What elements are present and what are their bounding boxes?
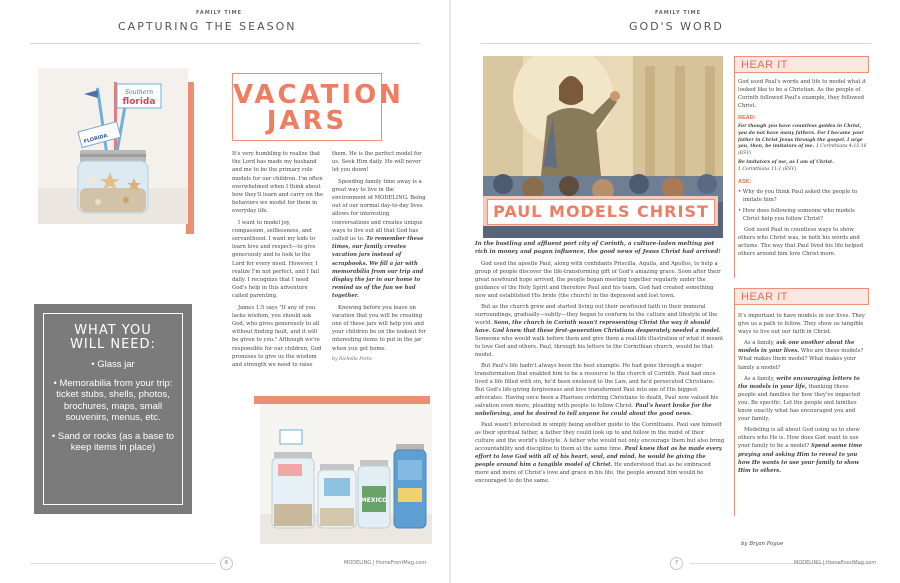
right-byline: by Bryan Pogue	[741, 541, 784, 547]
left-paragraph: I want to model joy, compassion, selflessness, and servanthood. I want my kids to learn love and respect—to give generously and to look to the Lord for every need. However, I realize I'm not perfect, and I fail daily. I recognize that I need God's help in this adventure called parenting.	[232, 219, 320, 300]
hear-it-title-2: HEAR IT	[741, 291, 788, 303]
needs-inner-frame	[43, 313, 183, 505]
paul-article	[475, 240, 725, 488]
hear-it-paragraph: thanking these people and families for how they've impacted you. Be specific. Let the people and families know exactly what has encouraged you and your family.	[738, 383, 861, 423]
needs-title-line2: WILL NEED:	[70, 337, 156, 352]
flag-text-florida: florida	[122, 97, 156, 107]
jar-illustration	[38, 68, 188, 224]
left-folio-text: MODELING | HomeFrontMag.com	[344, 560, 427, 566]
left-paragraph: James 1:5 says "If any of you lacks wisdom, you should ask God, who gives generously to all without finding fault, and it will be given to you." Although we're responsible for our children, God promises to give us the wisdom and strength we need to raise	[232, 304, 322, 369]
ask-item: • Why do you think Paul asked the people to imitate him?	[738, 188, 858, 203]
left-emphasis: To remember these times, our family creates vacation jars instead of scrapbooks. We fill a jar with memorabilia from our trip and display the jar in our home to remind us of the fun we had together.	[332, 236, 424, 300]
jar-label-mexico: MEXICO	[360, 497, 388, 504]
ticket-text: FLORIDA	[83, 132, 109, 146]
paul-lead: In the bustling and affluent port city of Corinth, a culture-laden melting pot rich in money and pagan influence, the good news of Jesus Christ had arrived!	[475, 241, 721, 256]
hear-it-emphasis: write encouraging letters to the models in your life,	[738, 375, 860, 390]
needs-item: • Glass jar	[91, 359, 135, 370]
hear-it-title-1: HEAR IT	[741, 59, 788, 71]
scripture-quote: For though you have countless guides in Christ, you do not have many fathers. For I became your father in Christ Jesus through the gospel. I urge you, then, be imitators of me.	[738, 124, 864, 150]
scripture-ref: 1 Corinthians 11:1 (ESV)	[738, 167, 797, 173]
hear-it-paragraph: God used Paul's words and life to model what it looked like to be a Christian. As the people of Corinth followed Paul's example, they followed Christ.	[738, 79, 866, 110]
left-section-title: CAPTURING THE SEASON	[118, 20, 297, 33]
hear-it-emphasis: Spend some time praying and asking Him to reveal to you how He wants to use your family to show Him to others.	[738, 443, 863, 474]
left-paragraph: them. He is the perfect model for us. Seek Him daily. He will never let you down!	[332, 151, 422, 174]
left-page	[0, 0, 449, 583]
paul-paragraph: He understood that as he embraced more and more of Christ's love and grace in his life, the people around him would be encouraged to do the same.	[475, 461, 711, 484]
left-paragraph: Knowing before you leave on vacation that you will be creating one of these jars will help you and your children be on the lookout for interesting items to put in the jar when you get home.	[332, 304, 426, 352]
left-paragraph: Spending family time away is a great way to live in the environment of MODELING. Being out of our normal day-to-day lives allows for interesting conversations and creates unique ways to live out all that God has called us to.	[332, 178, 426, 243]
needs-item: • Memorabilia from your trip: ticket stubs, shells, photos, brochures, maps, small souvenirs, menus, etc.	[53, 377, 173, 423]
right-section-title: GOD'S WORD	[629, 20, 724, 33]
left-page-number: 6	[220, 557, 233, 570]
right-page-number: 7	[670, 557, 683, 570]
right-folio-text: MODELING | HomeFrontMag.com	[794, 560, 877, 566]
paul-paragraph: Paul wasn't interested in simply being another guide to the Corinthians. Paul saw himself as their spiritual father, a father they could look up to and follow in the midst of their culture and the world's lifestyle. A father who would not only encourage them but also bring accountability and discipline to them at the same time.	[475, 421, 725, 452]
hear-it-paragraph: It's important to have models in our lives. They give us a path to follow. They show us tangible ways to live out our faith in Christ.	[738, 313, 865, 336]
left-kicker: FAMILY TIME	[196, 10, 242, 16]
hear-it-paragraph: Modeling is all about God using us to show others who He is. How does God want to use your family to be a model?	[738, 427, 860, 450]
paul-emphasis: Paul knew that as he made every effort to love God with all of his heart, soul, and mind, he would be giving the people around him a tangible model of Christ.	[475, 445, 722, 468]
scripture-ref: 1 Corinthians 4:15-16 (ESV)	[738, 144, 867, 156]
right-kicker: FAMILY TIME	[655, 10, 701, 16]
right-header-rule	[481, 43, 871, 44]
hear-it-paragraph: God used Paul in countless ways to show others who Christ was, in both his words and actions. The way that Paul lived his life helped others around him love Christ more.	[738, 227, 863, 258]
paul-emphasis: Paul's heart broke for the unbelieving, and he desired to tell anyone he could about the good news.	[475, 402, 712, 417]
left-folio-rule	[30, 563, 216, 564]
hear-it-body-1	[738, 78, 868, 261]
hear-it-paragraph: As a family,	[744, 375, 775, 382]
needs-title-line1: WHAT YOU	[74, 323, 152, 338]
flag-text-southern: Southern	[124, 89, 154, 96]
vacation-jars-title-box	[232, 73, 404, 141]
left-body-col-1	[232, 150, 324, 372]
paul-paragraph: God used the apostle Paul, along with confidants Priscilla, Aquila, and Apollos, to help a group of people discover the life-transforming gift of God's amazing grace. Soon after their great newfound hope arrived, the people began meeting together regularly under the guidance of the Holy Spirit and therefore Paul and his team. God had created something new and established His bride (the church) in the depraved and lost town.	[475, 260, 721, 299]
vacation-jar-photo	[38, 68, 188, 224]
paul-title: PAUL MODELS CHRIST	[493, 202, 709, 221]
scripture-quote: Be imitators of me, as I am of Christ.	[738, 160, 834, 166]
title-jars: JARS	[266, 106, 348, 136]
hear-it-paragraph: As a family,	[744, 340, 775, 347]
hear-it-header-1	[734, 56, 869, 73]
ask-label: ASK:	[738, 178, 752, 185]
left-body-col-2	[332, 150, 426, 367]
paul-paragraph: But as the church grew and started living out their newfound faith in their immoral surroundings, gradually—subtly—they began to conform to the culture and lifestyle of the world.	[475, 303, 718, 326]
ask-item: • How does following someone who models Christ help you follow Christ?	[738, 207, 855, 222]
left-header-rule	[30, 43, 420, 44]
hear-it-paragraph: Who are these models? What makes them model? What makes your family a model?	[738, 348, 864, 371]
paul-title-box	[487, 199, 715, 225]
left-byline: by Richelle Porto	[332, 356, 372, 362]
jars-illustration	[260, 404, 432, 544]
what-you-will-need-box	[34, 304, 192, 514]
paul-paragraph: Someone who would walk before them and give them a real-life illustration of what it meant to love God and others. Paul, through his letters to the Corinthian church, would be that model.	[475, 335, 724, 358]
read-label: READ:	[738, 115, 756, 122]
title-vacation: VACATION	[233, 80, 404, 110]
paul-paragraph: But Paul's life hadn't always been the best example. He had gone through a major transformation that enabled him to be a resource to the church of Corinth. Paul had once lived a life filled with sin, he'd been enslaved to the Law, and he'd persecuted Christians. But God's life-giving forgiveness and love transformed Paul into one of His biggest advocates. Having once been a Pharisee ordering Christians to death, Paul now valued his salvation even more, pleading with people to follow Christ.	[475, 362, 719, 409]
hear-it-header-2	[734, 288, 869, 305]
jars-group-photo	[260, 404, 432, 544]
needs-item: • Sand or rocks (as a base to keep items in place)	[51, 430, 175, 453]
left-paragraph: It's very humbling to realize that the Lord has made my husband and me to be the primary role models for our children. I'm often overwhelmed when I think about how they'll learn and carry on the behaviors we model for them in everyday life.	[232, 151, 324, 215]
paul-emphasis: Soon, the church in Corinth wasn't representing Christ the way it should have. God knew that these first-generation Christians desperately needed a model.	[475, 319, 721, 334]
hear-it-emphasis: ask one another about the models in your lives.	[738, 340, 855, 355]
photo-accent-bar-bottom	[254, 396, 430, 404]
hear-it-body-2	[738, 312, 868, 478]
